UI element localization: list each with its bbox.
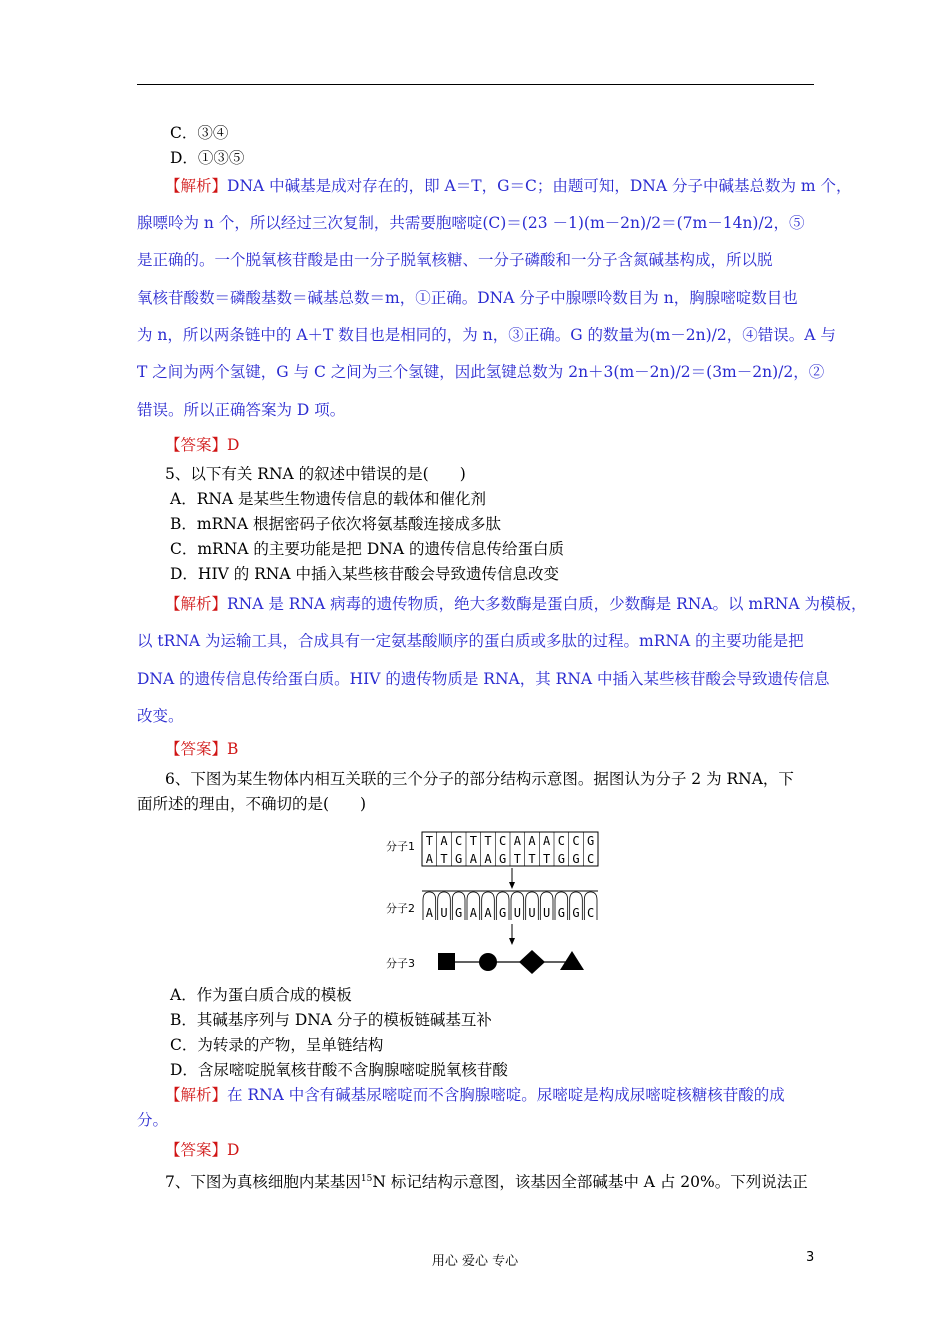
q6-option-d: D．含尿嘧啶脱氧核苷酸不含胸腺嘧啶脱氧核苷酸	[170, 1061, 508, 1079]
mol1-label: 分子1	[386, 840, 415, 853]
q7-stem: 7、下图为真核细胞内某基因$^{15}$N 标记结构示意图，该基因全部碱基中 A 占 20%。下列说法正	[165, 1173, 808, 1191]
mol1-top-base: C	[499, 834, 507, 848]
q5-analysis-line: DNA 的遗传信息传给蛋白质。HIV 的遗传物质是 RNA，其 RNA 中插入某些核苷酸会导致遗传信息	[137, 670, 830, 688]
q4-option-d: D．①③⑤	[170, 149, 245, 167]
mol1-bottom-base: T	[513, 852, 521, 866]
mol1-bottom-base: C	[587, 852, 595, 866]
q6-stem-line: 面所述的理由，不确切的是( )	[137, 795, 367, 813]
mol2-base: A	[484, 906, 492, 920]
mol2-base: U	[543, 906, 551, 920]
arrow-head-icon	[509, 882, 515, 889]
q5-option-d: D．HIV 的 RNA 中插入某些核苷酸会导致遗传信息改变	[170, 565, 559, 583]
mol2-base: G	[557, 906, 565, 920]
mol1-top-base: A	[513, 834, 521, 848]
q4-analysis-line: 错误。所以正确答案为 D 项。	[137, 401, 346, 419]
mol2-base: G	[572, 906, 580, 920]
mol2-base: G	[455, 906, 463, 920]
molecule-diagram	[380, 820, 620, 980]
mol1-bottom-base: G	[572, 852, 580, 866]
q6-analysis-line: 分。	[137, 1111, 169, 1129]
mol2-base: G	[499, 906, 507, 920]
mol1-top-base: T	[469, 834, 477, 848]
mol2-base: C	[587, 906, 595, 920]
q4-answer: 【答案】D	[165, 436, 240, 454]
q6-option-b: B．其碱基序列与 DNA 分子的模板链碱基互补	[170, 1011, 492, 1029]
mol1-top-base: A	[528, 834, 536, 848]
q4-analysis-line: 为 n，所以两条链中的 A＋T 数目也是相同的，为 n，③正确。G 的数量为(m－2n)/2，④错误。A 与	[137, 326, 836, 344]
triangle-icon	[560, 951, 584, 970]
page-number: 3	[806, 1250, 815, 1265]
diamond-icon	[519, 950, 545, 974]
page-footer: 用心 爱心 专心	[431, 1254, 519, 1269]
q5-option-b: B．mRNA 根据密码子依次将氨基酸连接成多肽	[170, 515, 501, 533]
q4-analysis-line: T 之间为两个氢键，G 与 C 之间为三个氢键，因此氢键总数为 2n＋3(m－2n)/2＝(3m－2n)/2，②	[137, 363, 825, 381]
mol1-top-base: C	[455, 834, 463, 848]
mol1-bottom-base: G	[499, 852, 507, 866]
q4-analysis-line: 氧核苷酸数＝磷酸基数＝碱基总数＝m，①正确。DNA 分子中腺嘌呤数目为 n，胸腺嘧啶数目也	[137, 289, 798, 307]
mol2-base: U	[513, 906, 521, 920]
mol2-base: A	[469, 906, 477, 920]
mol2-base: U	[528, 906, 536, 920]
mol1-top-base: A	[543, 834, 551, 848]
mol2-base: U	[440, 906, 448, 920]
mol1-bottom-base: T	[528, 852, 536, 866]
mol1-top-base: C	[557, 834, 565, 848]
mol1-top-base: T	[425, 834, 433, 848]
analysis-tag: 【解析】	[165, 177, 228, 195]
mol1-top-base: A	[440, 834, 448, 848]
square-icon	[438, 953, 455, 970]
arrow-head-icon	[509, 938, 515, 945]
q4-option-c: C．③④	[170, 124, 229, 142]
circle-icon	[479, 953, 497, 971]
q5-answer: 【答案】B	[165, 740, 239, 758]
q5-option-a: A．RNA 是某些生物遗传信息的载体和催化剂	[170, 490, 487, 508]
q5-analysis-line: 以 tRNA 为运输工具，合成具有一定氨基酸顺序的蛋白质或多肽的过程。mRNA 的主要功能是把	[137, 632, 804, 650]
mol1-bottom-base: T	[440, 852, 448, 866]
mol1-bottom-base: T	[543, 852, 551, 866]
q6-analysis-line: 【解析】在 RNA 中含有碱基尿嘧啶而不含胸腺嘧啶。尿嘧啶是构成尿嘧啶核糖核苷酸的成	[165, 1086, 785, 1104]
q6-option-c: C．为转录的产物，呈单链结构	[170, 1036, 384, 1054]
mol1-top-base: T	[484, 834, 492, 848]
mol1-bottom-base: A	[425, 852, 433, 866]
q5-option-c: C．mRNA 的主要功能是把 DNA 的遗传信息传给蛋白质	[170, 540, 564, 558]
q6-stem-line: 6、下图为某生物体内相互关联的三个分子的部分结构示意图。据图认为分子 2 为 RNA，下	[165, 770, 794, 788]
mol1-top-base: C	[572, 834, 580, 848]
q5-stem: 5、以下有关 RNA 的叙述中错误的是( )	[165, 465, 466, 483]
q5-analysis-line: 【解析】RNA 是 RNA 病毒的遗传物质，绝大多数酶是蛋白质，少数酶是 RNA。以 mRNA 为模板，	[165, 595, 867, 613]
mol2-strand	[423, 892, 597, 920]
mol1-top-base: G	[587, 834, 595, 848]
q4-analysis-line: 【解析】DNA 中碱基是成对存在的，即 A＝T，G＝C；由题可知，DNA 分子中碱基总数为 m 个，	[165, 177, 852, 195]
mol1-bottom-base: G	[557, 852, 565, 866]
q4-analysis-line: 腺嘌呤为 n 个，所以经过三次复制，共需要胞嘧啶(C)＝(23 －1)(m－2n)/2＝(7m－14n)/2，⑤	[137, 214, 805, 232]
q5-analysis-line: 改变。	[137, 707, 184, 725]
mol1-top-strand	[426, 832, 595, 866]
mol2-base: A	[425, 906, 433, 920]
header-rule	[137, 84, 814, 85]
analysis-tag: 【解析】	[165, 1086, 228, 1104]
q4-analysis-line: 是正确的。一个脱氧核苷酸是由一分子脱氧核糖、一分子磷酸和一分子含氮碱基构成，所以脱	[137, 251, 773, 269]
mol2-label: 分子2	[386, 902, 415, 915]
analysis-tag: 【解析】	[165, 595, 228, 613]
mol3-label: 分子3	[386, 957, 415, 970]
q6-answer: 【答案】D	[165, 1141, 240, 1159]
mol1-bottom-base: A	[469, 852, 477, 866]
mol1-bottom-base: G	[455, 852, 463, 866]
q6-option-a: A．作为蛋白质合成的模板	[170, 986, 352, 1004]
mol1-bottom-base: A	[484, 852, 492, 866]
